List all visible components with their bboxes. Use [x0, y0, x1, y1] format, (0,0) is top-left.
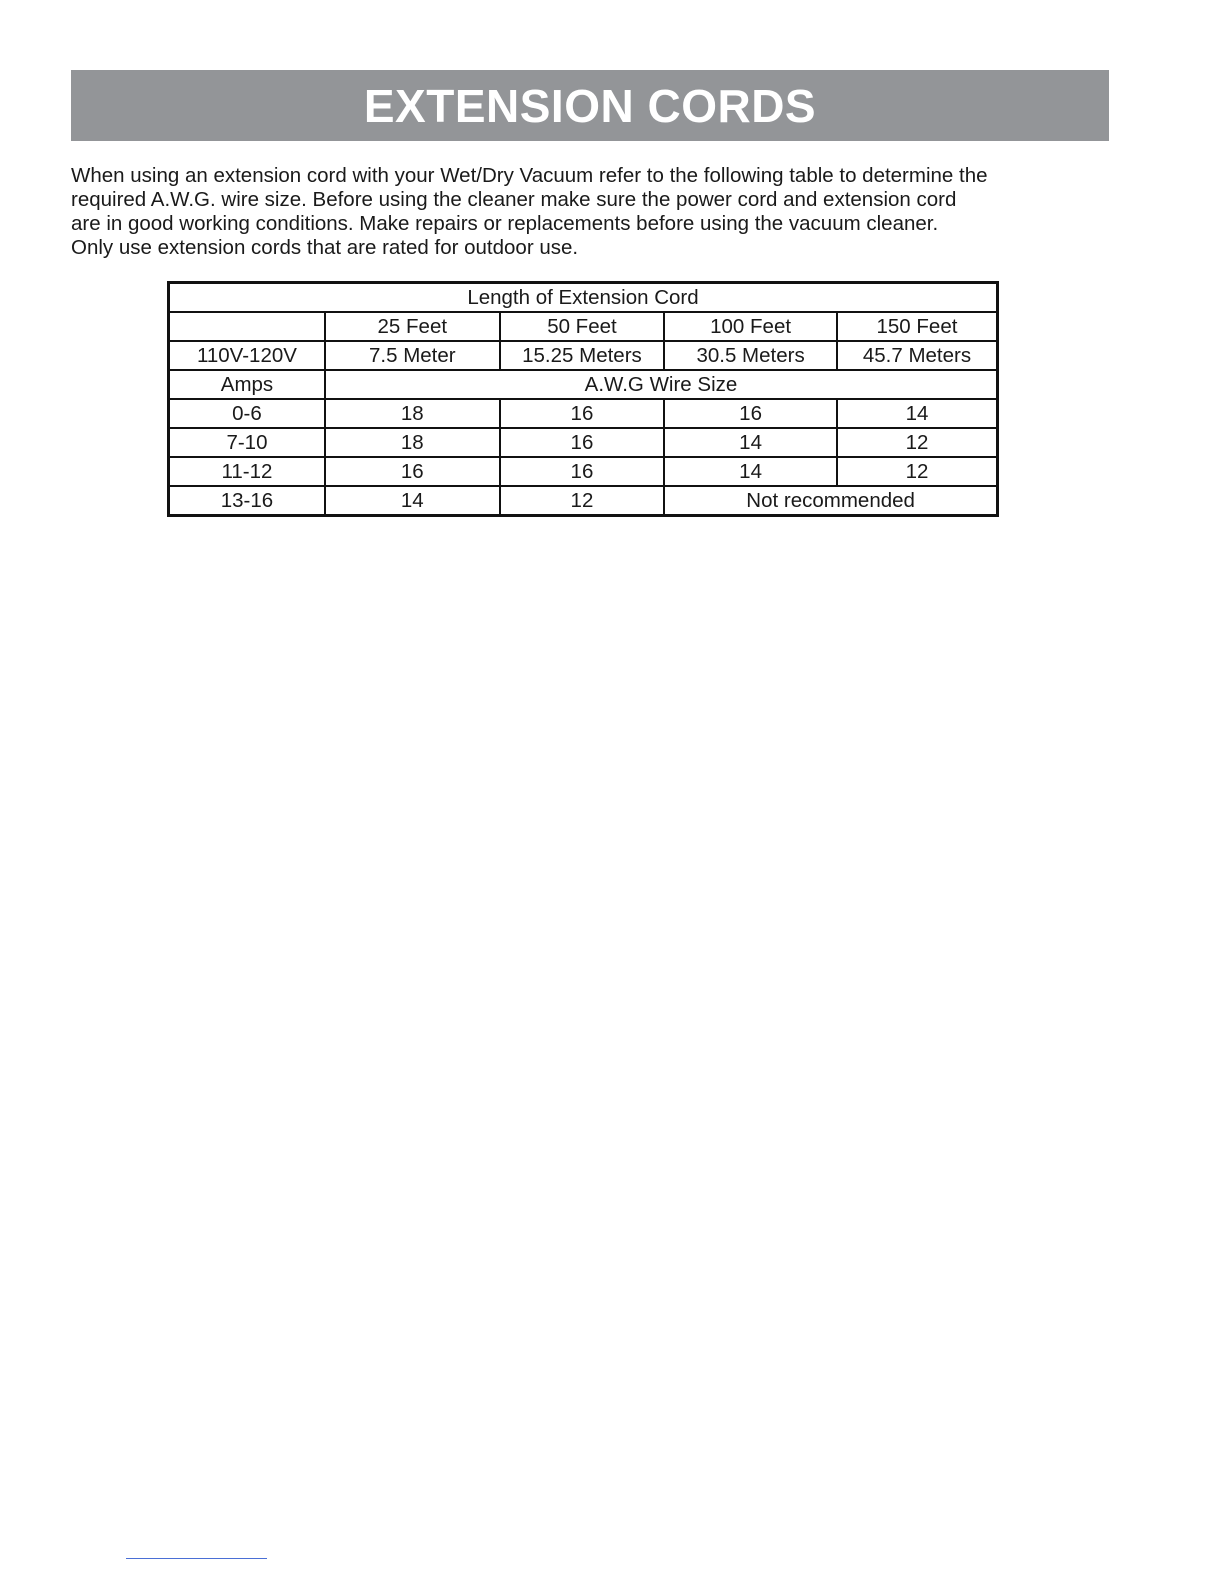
wire-size-cell: 16: [500, 399, 665, 428]
length-meters-cell: 15.25 Meters: [500, 341, 665, 370]
length-feet-cell: 100 Feet: [664, 312, 837, 341]
wire-size-cell: 16: [664, 399, 837, 428]
table-title-row: [169, 283, 998, 313]
wire-size-header: A.W.G Wire Size: [325, 370, 998, 399]
table-row: [169, 457, 998, 486]
table-row: [169, 428, 998, 457]
length-meters-cell: 45.7 Meters: [837, 341, 998, 370]
amps-header: Amps: [169, 370, 325, 399]
length-feet-cell: 150 Feet: [837, 312, 998, 341]
length-meters-cell: 30.5 Meters: [664, 341, 837, 370]
footer-line: [126, 1558, 267, 1559]
intro-line: Only use extension cords that are rated for outdoor use.: [71, 236, 579, 259]
wire-size-cell: 16: [500, 428, 665, 457]
length-feet-cell: 25 Feet: [325, 312, 500, 341]
wire-size-cell: 12: [500, 486, 665, 516]
intro-line: required A.W.G. wire size. Before using the cleaner make sure the power cord and extension cord: [71, 188, 957, 211]
wire-size-cell: 18: [325, 428, 500, 457]
table-title: Length of Extension Cord: [169, 283, 998, 313]
wire-size-cell: 16: [500, 457, 665, 486]
voltage-cell: 110V-120V: [169, 341, 325, 370]
table-row: [169, 486, 998, 516]
intro-paragraph: [71, 164, 1131, 260]
amps-cell: 7-10: [169, 428, 325, 457]
amps-cell: 11-12: [169, 457, 325, 486]
wire-size-cell: 12: [837, 428, 998, 457]
title-bar: [71, 70, 1109, 141]
not-recommended-cell: Not recommended: [664, 486, 997, 516]
amps-cell: 13-16: [169, 486, 325, 516]
wire-size-cell: 16: [325, 457, 500, 486]
empty-cell: [169, 312, 325, 341]
extension-cord-table: [167, 281, 999, 517]
wire-size-cell: 14: [837, 399, 998, 428]
wire-size-cell: 14: [325, 486, 500, 516]
wire-size-cell: 14: [664, 457, 837, 486]
intro-line: When using an extension cord with your Wet/Dry Vacuum refer to the following table to determine the: [71, 164, 988, 187]
amps-cell: 0-6: [169, 399, 325, 428]
wire-size-cell: 18: [325, 399, 500, 428]
table-row: [169, 399, 998, 428]
page-title: EXTENSION CORDS: [363, 79, 817, 132]
length-feet-cell: 50 Feet: [500, 312, 665, 341]
intro-line: are in good working conditions. Make repairs or replacements before using the vacuum cleaner.: [71, 212, 939, 235]
wire-size-cell: 12: [837, 457, 998, 486]
wire-size-cell: 14: [664, 428, 837, 457]
meters-row: [169, 341, 998, 370]
feet-row: [169, 312, 998, 341]
amps-header-row: [169, 370, 998, 399]
length-meters-cell: 7.5 Meter: [325, 341, 500, 370]
